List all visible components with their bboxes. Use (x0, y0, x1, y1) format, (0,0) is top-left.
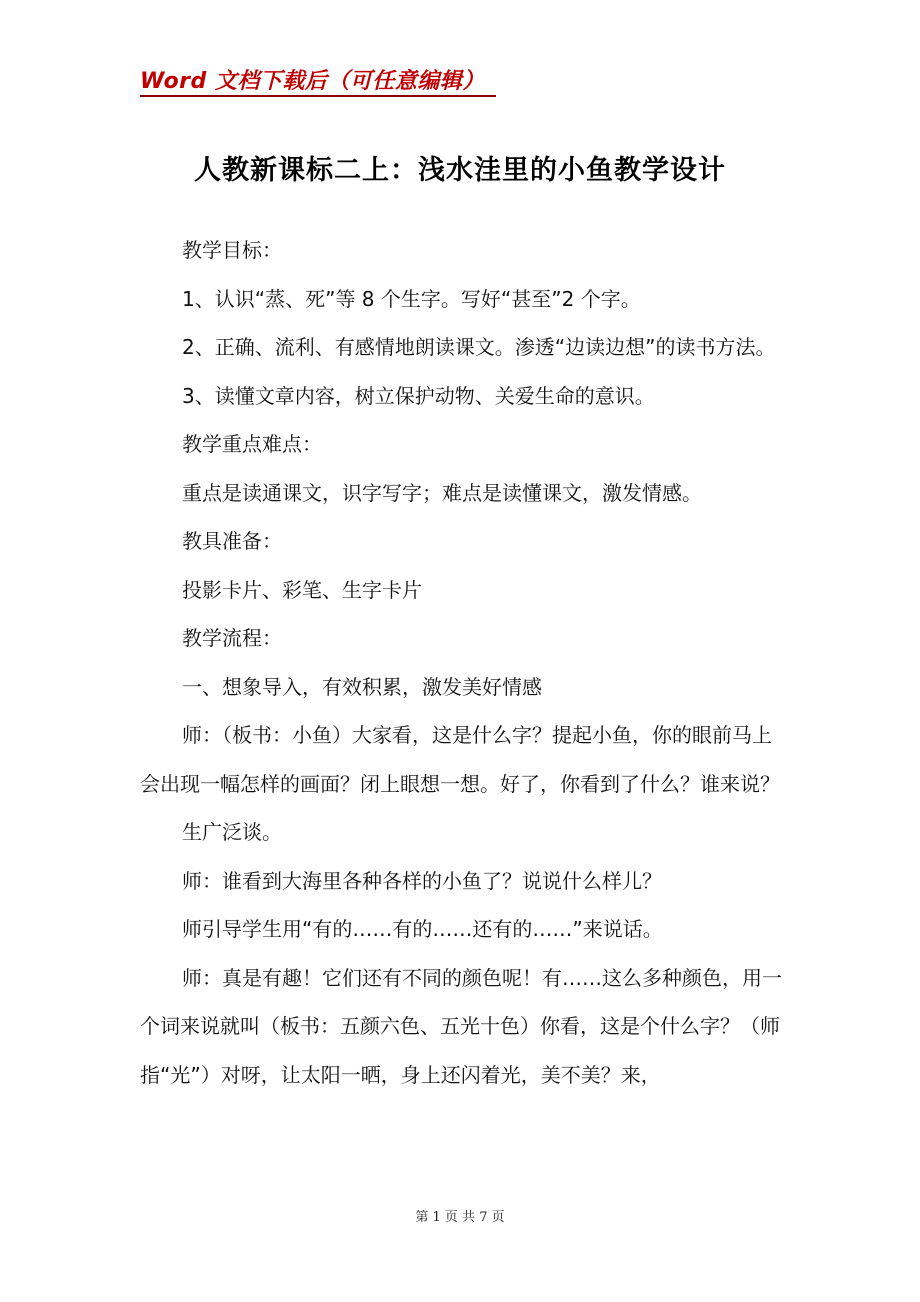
paragraph: 师：（板书：小鱼）大家看，这是什么字？提起小鱼，你的眼前马上会出现一幅怎样的画面？闭上眼想一想。好了，你看到了什么？谁来说？ (140, 723, 780, 796)
document-body (140, 226, 790, 1099)
document-title: 人教新课标二上：浅水洼里的小鱼教学设计 (194, 155, 726, 186)
paragraph: 重点是读通课文，识字写字；难点是读懂课文，激发情感。 (182, 480, 702, 505)
header-watermark: Word 文档下载后（可任意编辑） (140, 69, 485, 94)
paragraph: 教学目标： (182, 238, 282, 262)
paragraph: 一、想象导入，有效积累，激发美好情感 (182, 674, 542, 699)
paragraph: 教学重点难点： (182, 432, 322, 456)
paragraph: 3、读懂文章内容，树立保护动物、关爱生命的意识。 (182, 383, 655, 408)
paragraph: 2、正确、流利、有感情地朗读课文。渗透“边读边想”的读书方法。 (182, 335, 776, 359)
paragraph: 生广泛谈。 (182, 820, 282, 844)
paragraph: 师：真是有趣！它们还有不同的颜色呢！有……这么多种颜色，用一个词来说就叫（板书：五颜六色、五光十色）你看，这是个什么字？（师指“光”）对呀，让太阳一晒，身上还闪着光，美不美？来， (140, 965, 782, 1087)
paragraph: 教学流程： (182, 626, 282, 650)
paragraph: 师：谁看到大海里各种各样的小鱼了？说说什么样儿？ (182, 868, 662, 893)
paragraph: 投影卡片、彩笔、生字卡片 (182, 577, 422, 602)
paragraph: 1、认识“蒸、死”等 8 个生字。写好“甚至”2 个字。 (182, 286, 641, 311)
paragraph: 教具准备： (182, 529, 282, 553)
paragraph: 师引导学生用“有的……有的……还有的……”来说话。 (182, 917, 663, 941)
page-number-footer: 第 1 页 共 7 页 (415, 1210, 505, 1225)
header-underline (140, 95, 496, 97)
